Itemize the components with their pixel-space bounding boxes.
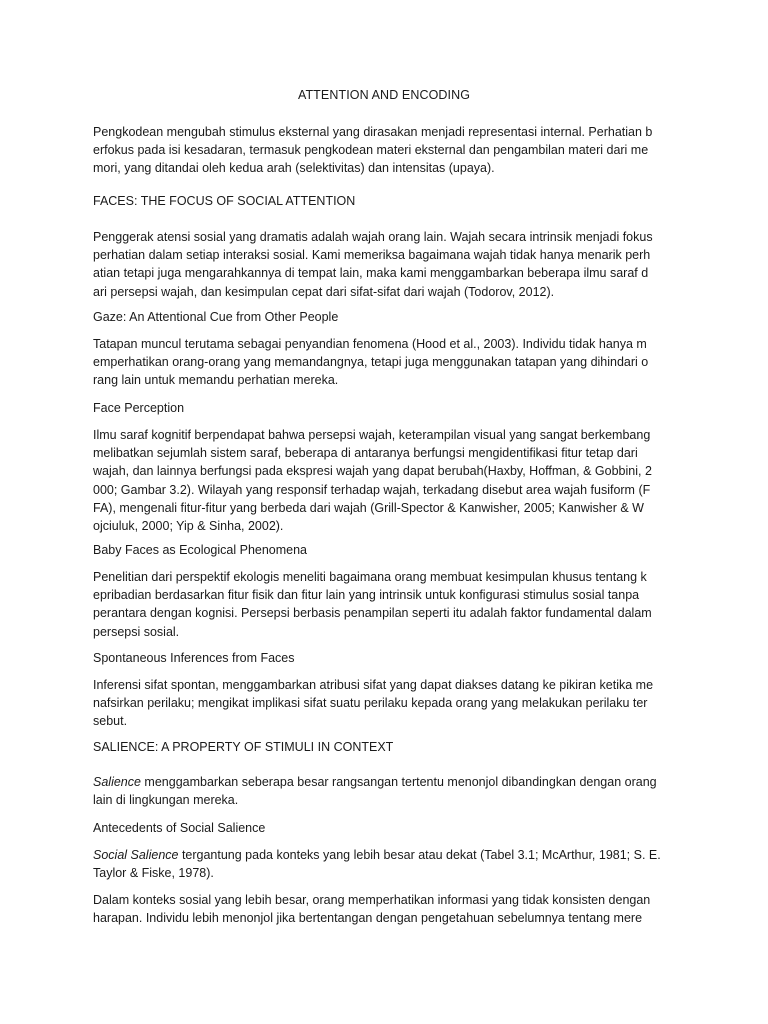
intro-paragraph xyxy=(93,123,678,178)
social-salience-paragraph xyxy=(93,846,678,882)
text-line: sebut. xyxy=(93,714,128,729)
text-line xyxy=(93,773,678,791)
text-line: ojciuluk, 2000; Yip & Sinha, 2002). xyxy=(93,519,284,534)
social-salience-term: Social Salience xyxy=(93,848,179,862)
text-line: epribadian berdasarkan fitur fisik dan fitur lain yang intrinsik untuk konfigurasi stimulus sosial tanpa xyxy=(93,588,640,603)
text-line: mori, yang ditandai oleh kedua arah (selektivitas) dan intensitas (upaya). xyxy=(93,161,495,176)
text-line: harapan. Individu lebih menonjol jika bertentangan dengan pengetahuan sebelumnya tentang mere xyxy=(93,911,643,926)
text-line: rang lain untuk memandu perhatian mereka. xyxy=(93,373,339,388)
text-line: nafsirkan perilaku; mengikat implikasi sifat suatu perilaku kepada orang yang melakukan perilaku ter xyxy=(93,696,648,711)
subheading-spontaneous-inferences: Spontaneous Inferences from Faces xyxy=(93,651,295,665)
text-line: 000; Gambar 3.2). Wilayah yang responsif terhadap wajah, terkadang disebut area wajah fusiform (F xyxy=(93,482,651,497)
text-line: atian tetapi juga mengarahkannya di tempat lain, maka kami menggambarkan beberapa ilmu saraf d xyxy=(93,266,649,281)
document-title: ATTENTION AND ENCODING xyxy=(297,88,471,102)
faces-paragraph xyxy=(93,228,678,301)
text-line xyxy=(93,846,678,864)
context-paragraph xyxy=(93,891,678,927)
subheading-baby-faces: Baby Faces as Ecological Phenomena xyxy=(93,543,308,557)
text-span: tergantung pada konteks yang lebih besar atau dekat (Tabel 3.1; McArthur, 1981; S. E. xyxy=(178,848,661,862)
text-line: emperhatikan orang-orang yang memandangnya, tetapi juga menggunakan tatapan yang dihindari o xyxy=(93,355,649,370)
text-line: Dalam konteks sosial yang lebih besar, orang memperhatikan informasi yang tidak konsisten dengan xyxy=(93,893,651,907)
text-line: Penelitian dari perspektif ekologis meneliti bagaimana orang membuat kesimpulan khusus tentang k xyxy=(93,570,647,584)
text-line: perantara dengan kognisi. Persepsi berbasis penampilan seperti itu adalah faktor fundamental dalam xyxy=(93,606,652,621)
text-line: FA), mengenali fitur-fitur yang berbeda dari wajah (Grill-Spector & Kanwisher, 2005; Kanwisher & W xyxy=(93,500,644,515)
salience-paragraph xyxy=(93,773,678,809)
subheading-antecedents: Antecedents of Social Salience xyxy=(93,821,266,835)
section-heading-salience: SALIENCE: A PROPERTY OF STIMULI IN CONTEXT xyxy=(93,740,394,754)
spontaneous-paragraph xyxy=(93,676,678,731)
text-line: lain di lingkungan mereka. xyxy=(93,793,239,808)
text-line: Penggerak atensi sosial yang dramatis adalah wajah orang lain. Wajah secara intrinsik menjadi fokus xyxy=(93,230,653,244)
gaze-paragraph xyxy=(93,335,678,390)
text-line: melibatkan sejumlah sistem saraf, beberapa di antaranya berfungsi mengidentifikasi fitur tetap dari xyxy=(93,446,638,461)
baby-faces-paragraph xyxy=(93,568,678,641)
subheading-face-perception: Face Perception xyxy=(93,401,185,415)
face-perception-paragraph xyxy=(93,426,678,535)
text-span: menggambarkan seberapa besar rangsangan tertentu menonjol dibandingkan dengan orang xyxy=(140,775,657,789)
text-line: perhatian dalam setiap interaksi sosial. Kami memeriksa bagaimana wajah tidak hanya menarik perh xyxy=(93,248,651,263)
text-line: ari persepsi wajah, dan kesimpulan cepat dari sifat-sifat dari wajah (Todorov, 2012). xyxy=(93,284,555,299)
section-heading-faces: FACES: THE FOCUS OF SOCIAL ATTENTION xyxy=(93,194,356,208)
text-line: Inferensi sifat spontan, menggambarkan atribusi sifat yang dapat diakses datang ke pikiran ketika me xyxy=(93,678,654,692)
text-line: Taylor & Fiske, 1978). xyxy=(93,866,214,881)
text-line: wajah, dan lainnya berfungsi pada ekspresi wajah yang dapat berubah(Haxby, Hoffman, & Gobbini, 2 xyxy=(93,464,652,479)
text-line: Pengkodean mengubah stimulus eksternal yang dirasakan menjadi representasi internal. Perhatian b xyxy=(93,125,653,139)
salience-term: Salience xyxy=(93,775,141,789)
text-line: persepsi sosial. xyxy=(93,624,180,639)
subheading-gaze: Gaze: An Attentional Cue from Other People xyxy=(93,310,339,324)
text-line: Ilmu saraf kognitif berpendapat bahwa persepsi wajah, keterampilan visual yang sangat berkembang xyxy=(93,428,651,442)
text-line: erfokus pada isi kesadaran, termasuk pengkodean materi eksternal dan pengambilan materi dari me xyxy=(93,143,649,158)
text-line: Tatapan muncul terutama sebagai penyandian fenomena (Hood et al., 2003). Individu tidak hanya m xyxy=(93,337,647,351)
